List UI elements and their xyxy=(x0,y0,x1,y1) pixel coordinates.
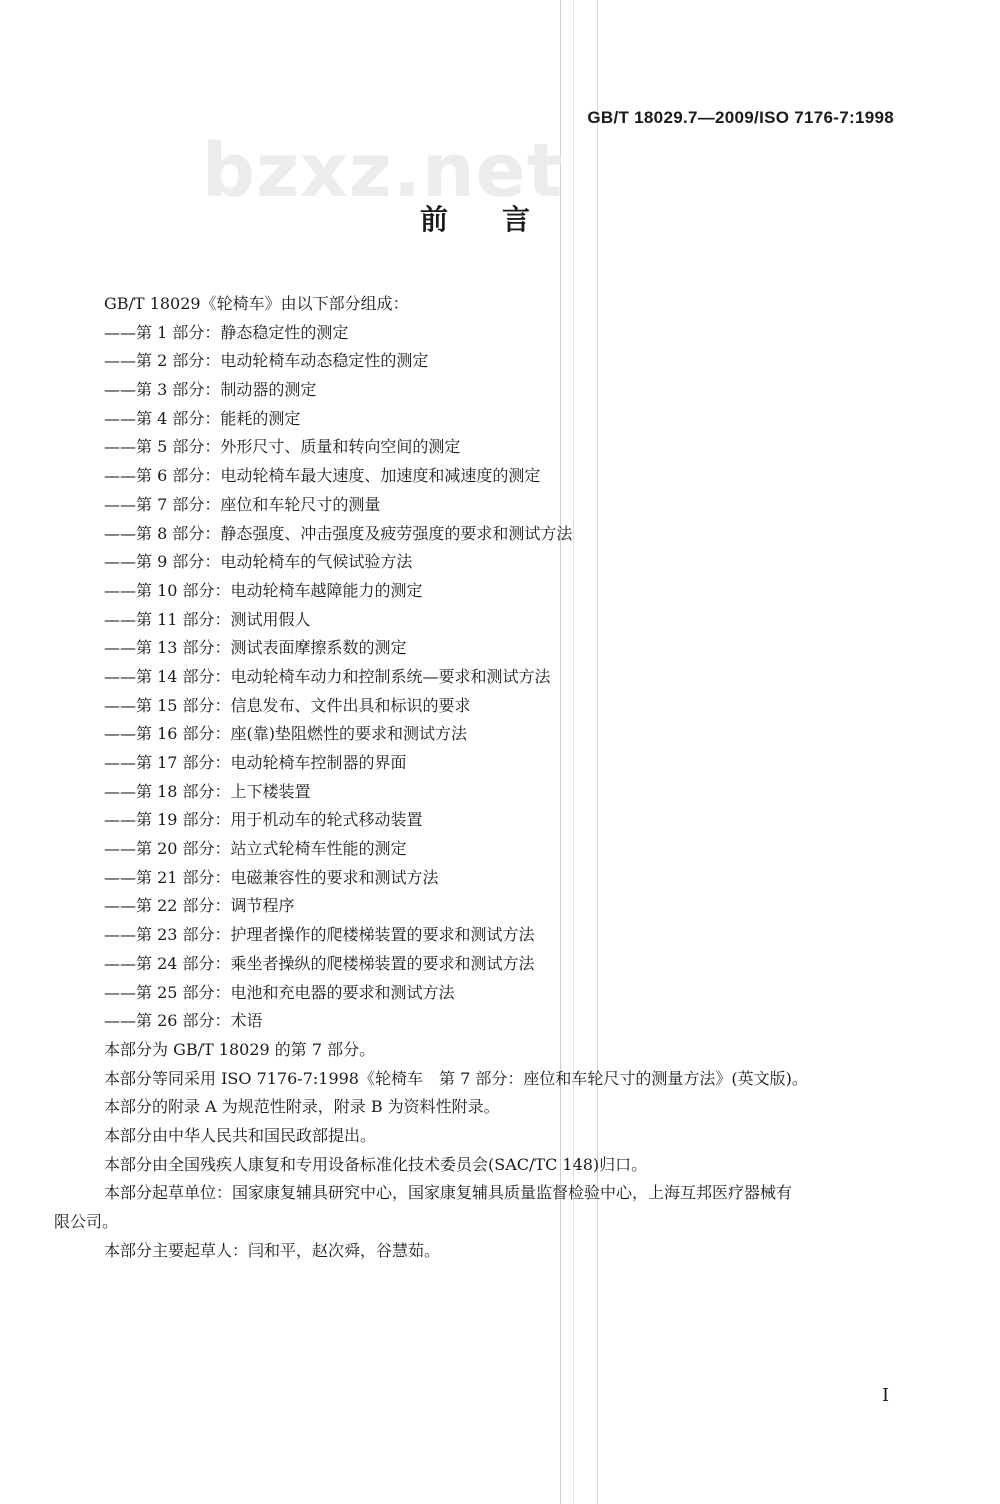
list-item: ——第 4 部分：能耗的测定 xyxy=(104,408,301,428)
list-item: ——第 26 部分：术语 xyxy=(104,1011,263,1031)
list-item: ——第 21 部分：电磁兼容性的要求和测试方法 xyxy=(104,867,439,887)
list-item: ——第 5 部分：外形尺寸、质量和转向空间的测定 xyxy=(104,437,461,457)
list-item: ——第 18 部分：上下楼装置 xyxy=(104,781,311,801)
list-item: ——第 24 部分：乘坐者操纵的爬楼梯装置的要求和测试方法 xyxy=(104,953,535,973)
list-item: ——第 1 部分：静态稳定性的测定 xyxy=(104,322,349,342)
list-item: ——第 25 部分：电池和充电器的要求和测试方法 xyxy=(104,982,455,1002)
intro-line: GB/T 18029《轮椅车》由以下部分组成： xyxy=(104,294,409,313)
standard-number: GB/T 18029.7—2009/ISO 7176-7:1998 xyxy=(587,108,894,127)
drafting-units-continued: 限公司。 xyxy=(54,1212,119,1231)
list-item: ——第 14 部分：电动轮椅车动力和控制系统—要求和测试方法 xyxy=(104,666,551,686)
list-item: ——第 19 部分：用于机动车的轮式移动装置 xyxy=(104,810,423,830)
list-item: ——第 13 部分：测试表面摩擦系数的测定 xyxy=(104,638,407,658)
watermark: bzxz.net xyxy=(202,128,564,214)
list-item: ——第 6 部分：电动轮椅车最大速度、加速度和减速度的测定 xyxy=(104,466,541,486)
drafters: 本部分主要起草人：闫和平，赵次舜，谷慧茹。 xyxy=(104,1240,441,1260)
page-number: I xyxy=(882,1385,890,1406)
drafting-units: 本部分起草单位：国家康复辅具研究中心，国家康复辅具质量监督检验中心，上海互邦医疗器械有 xyxy=(104,1183,793,1203)
list-item: ——第 11 部分：测试用假人 xyxy=(104,609,311,629)
parts-list xyxy=(104,319,904,1036)
list-item: ——第 9 部分：电动轮椅车的气候试验方法 xyxy=(104,552,413,572)
list-item: ——第 7 部分：座位和车轮尺寸的测量 xyxy=(104,494,381,514)
list-item: ——第 8 部分：静态强度、冲击强度及疲劳强度的要求和测试方法 xyxy=(104,523,573,543)
statement: 本部分的附录 A 为规范性附录，附录 B 为资料性附录。 xyxy=(104,1097,500,1117)
statement: 本部分等同采用 ISO 7176-7:1998《轮椅车 第 7 部分：座位和车轮尺寸的测量方法》(英文版)。 xyxy=(104,1068,808,1088)
list-item: ——第 22 部分：调节程序 xyxy=(104,896,295,916)
statement: 本部分由中华人民共和国民政部提出。 xyxy=(104,1125,377,1145)
page-title: 前言 xyxy=(419,203,584,236)
list-item: ——第 20 部分：站立式轮椅车性能的测定 xyxy=(104,839,407,859)
list-item: ——第 17 部分：电动轮椅车控制器的界面 xyxy=(104,753,407,772)
list-item: ——第 2 部分：电动轮椅车动态稳定性的测定 xyxy=(104,351,429,371)
list-item: ——第 10 部分：电动轮椅车越障能力的测定 xyxy=(104,580,423,600)
document-body xyxy=(54,290,904,1265)
list-item: ——第 15 部分：信息发布、文件出具和标识的要求 xyxy=(104,695,471,715)
statement: 本部分由全国残疾人康复和专用设备标准化技术委员会(SAC/TC 148)归口。 xyxy=(104,1154,648,1174)
list-item: ——第 23 部分：护理者操作的爬楼梯装置的要求和测试方法 xyxy=(104,925,535,945)
statement: 本部分为 GB/T 18029 的第 7 部分。 xyxy=(104,1039,376,1059)
list-item: ——第 16 部分：座(靠)垫阻燃性的要求和测试方法 xyxy=(104,724,468,744)
list-item: ——第 3 部分：制动器的测定 xyxy=(104,380,317,400)
